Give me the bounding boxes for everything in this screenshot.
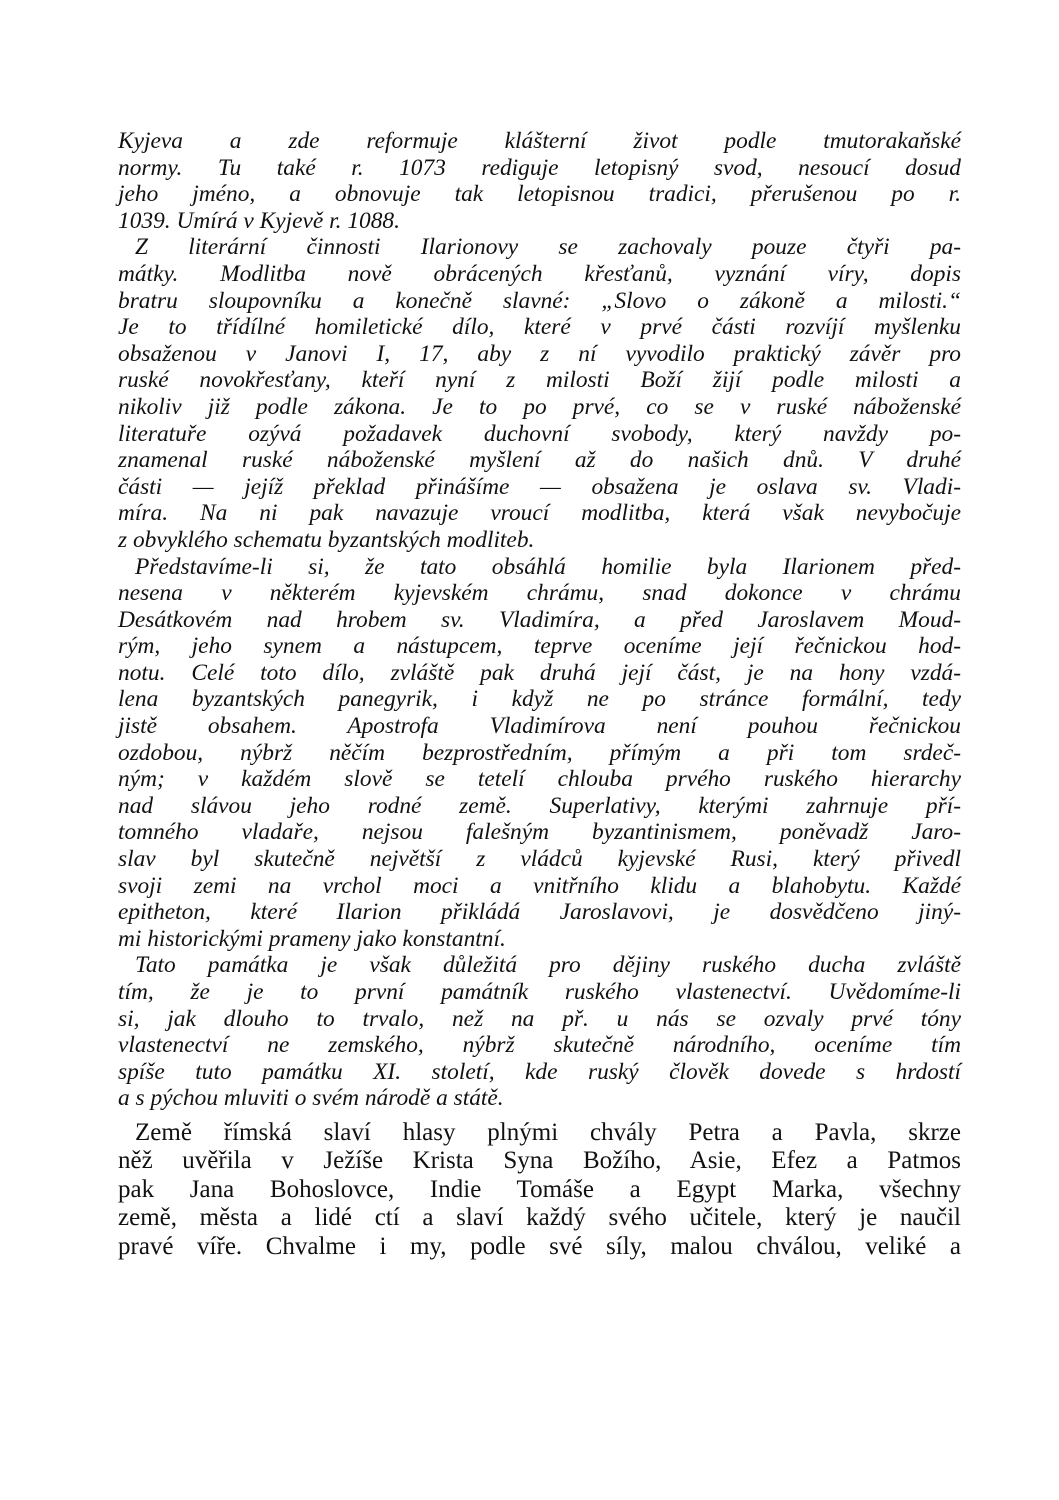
text-line: míra. Na ni pak navazuje vroucí modlitba, která však nevybočuje: [118, 500, 961, 527]
text-line: části — jejíž překlad přinášíme — obsažena je oslava sv. Vladi-: [118, 473, 961, 500]
text-line: epitheton, které Ilarion přikládá Jaroslavovi, je dosvědčeno jiný-: [118, 899, 961, 926]
paragraph-translation: [118, 1119, 961, 1262]
text-line: Představíme-li si, že tato obsáhlá homilie byla Ilarionem před-: [135, 553, 961, 580]
text-line: tím, že je to první památník ruského vlastenectví. Uvědomíme-li: [118, 979, 961, 1005]
text-line: slav byl skutečně největší z vládců kyjevské Rusi, který přivedl: [118, 846, 961, 873]
text-line: literatuře ozývá požadavek duchovní svobody, který navždy po-: [118, 420, 961, 447]
text-line: jeho jméno, a obnovuje tak letopisnou tradici, přerušenou po r.: [118, 181, 961, 208]
text-line: pak Jana Bohoslovce, Indie Tomáše a Egypt Marka, všechny: [118, 1175, 961, 1203]
text-line: 1039. Umírá v Kyjevě r. 1088.: [118, 207, 400, 234]
text-line: nesena v některém kyjevském chrámu, snad dokonce v chrámu: [118, 580, 961, 607]
text-line: ruské novokřesťany, kteří nyní z milosti Boží žijí podle milosti a: [118, 367, 961, 394]
text-line: něž uvěřila v Ježíše Krista Syna Božího, Asie, Efez a Patmos: [118, 1147, 961, 1175]
text-line: nikoliv již podle zákona. Je to po prvé, co se v ruské náboženské: [118, 393, 961, 420]
text-line: si, jak dlouho to trvalo, než na př. u nás se ozvaly prvé tóny: [118, 1005, 961, 1032]
text-line: obsaženou v Janovi I, 17, aby z ní vyvodilo praktický závěr pro: [118, 340, 961, 367]
text-line: znamenal ruské náboženské myšlení až do našich dnů. V druhé: [118, 447, 961, 474]
text-line: Země římská slaví hlasy plnými chvály Petra a Pavla, skrze: [135, 1118, 961, 1146]
text-line: mi historickými prameny jako konstantní.: [118, 925, 506, 952]
paragraph-homily: [118, 554, 961, 953]
text-line: spíše tuto památku XI. století, kde ruský člověk dovede s hrdostí: [118, 1058, 961, 1085]
text-line: svoji zemi na vrchol moci a vnitřního klidu a blahobytu. Každé: [118, 872, 961, 899]
text-line: rým, jeho synem a nástupcem, teprve oceníme její řečnickou hod-: [118, 633, 961, 660]
text-line: lena byzantských panegyrik, i když ne po stránce formální, tedy: [118, 686, 961, 713]
text-line: mátky. Modlitba nově obrácených křesťanů, vyznání víry, dopis: [118, 260, 961, 287]
text-line: tomného vladaře, nejsou falešným byzantinismem, poněvadž Jaro-: [118, 819, 961, 846]
text-line: ným; v každém slově se tetelí chlouba prvého ruského hierarchy: [118, 766, 961, 793]
text-line: vlastenectví ne zemského, nýbrž skutečně národního, oceníme tím: [118, 1032, 961, 1059]
text-line: bratru sloupovníku a konečně slavné: „Slovo o zákoně a milosti.“: [118, 287, 961, 314]
paragraph-intro: [118, 128, 961, 234]
paragraph-patriotism: [118, 952, 961, 1112]
text-line: jistě obsahem. Apostrofa Vladimírova není pouhou řečnickou: [118, 713, 961, 740]
book-page: [118, 128, 961, 1261]
text-line: Desátkovém nad hrobem sv. Vladimíra, a před Jaroslavem Moud-: [118, 606, 961, 633]
text-line: Kyjeva a zde reformuje klášterní život podle tmutorakaňské: [118, 128, 961, 154]
text-line: země, města a lidé ctí a slaví každý svého učitele, který je naučil: [118, 1204, 961, 1232]
text-line: nad slávou jeho rodné země. Superlativy, kterými zahrnuje pří-: [118, 792, 961, 819]
text-line: Je to třídílné homiletické dílo, které v prvé části rozvíjí myšlenku: [118, 314, 961, 341]
text-line: notu. Celé toto dílo, zvláště pak druhá její část, je na hony vzdá-: [118, 659, 961, 686]
text-line: Tato památka je však důležitá pro dějiny ruského ducha zvláště: [135, 952, 961, 979]
text-line: Z literární činnosti Ilarionovy se zachovaly pouze čtyři pa-: [135, 234, 961, 261]
paragraph-literary-works: [118, 234, 961, 553]
text-line: pravé víře. Chvalme i my, podle své síly, malou chválou, veliké a: [118, 1232, 961, 1260]
text-line: normy. Tu také r. 1073 rediguje letopisný svod, nesoucí dosud: [118, 154, 961, 181]
text-line: a s pýchou mluviti o svém národě a státě.: [118, 1085, 504, 1112]
text-line: z obvyklého schematu byzantských modliteb.: [118, 526, 535, 553]
text-line: ozdobou, nýbrž něčím bezprostředním, přímým a při tom srdeč-: [118, 739, 961, 766]
